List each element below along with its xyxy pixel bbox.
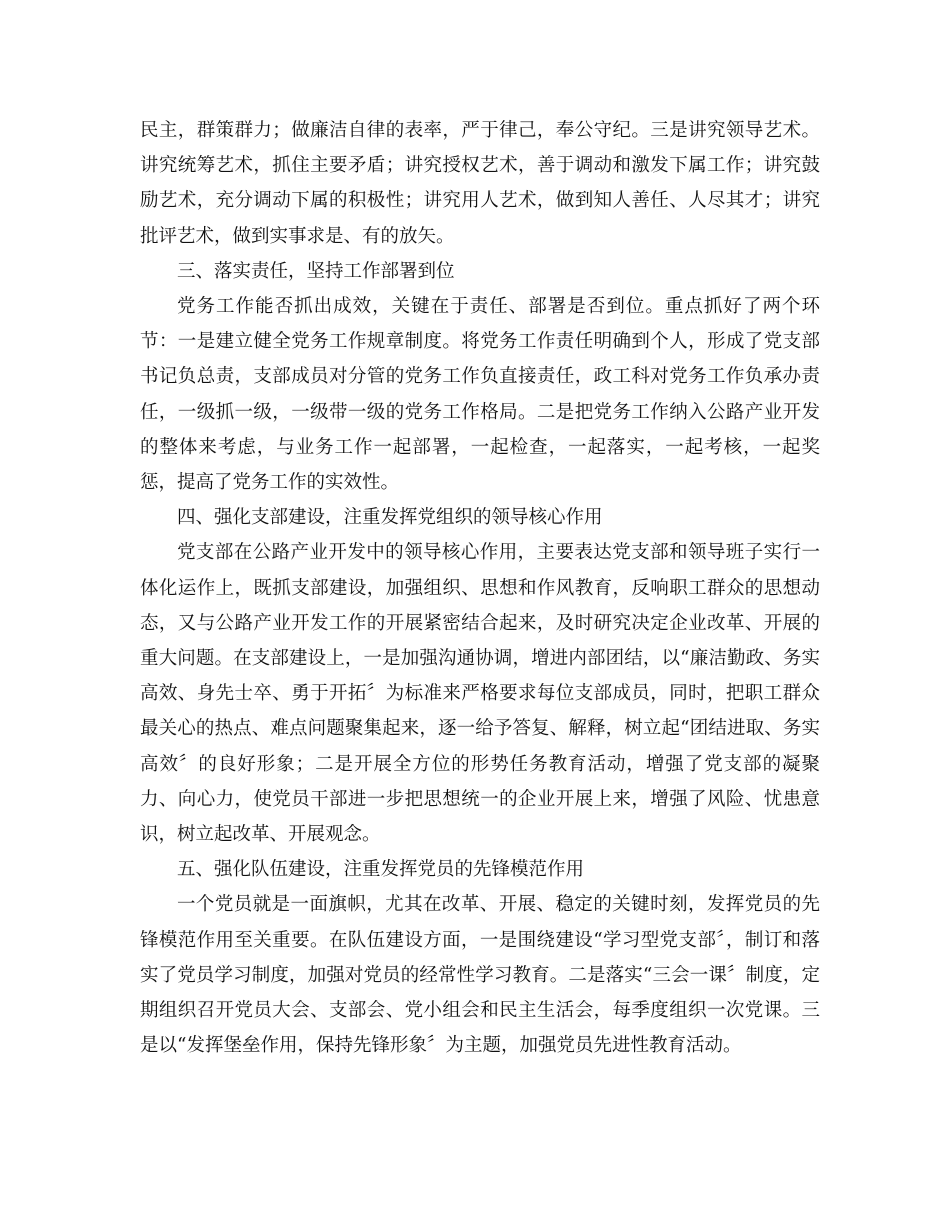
document-body <box>140 113 820 1063</box>
paragraph-responsibility: 党务工作能否抓出成效，关键在于责任、部署是否到位。重点抓好了两个环节：一是建立健全党务工作规章制度。将党务工作责任明确到个人，形成了党支部书记负总责，支部成员对分管的党务工作负直接责任，政工科对党务工作负承办责任，一级抓一级，一级带一级的党务工作格局。二是把党务工作纳入公路产业开发的整体来考虑，与业务工作一起部署，一起检查，一起落实，一起考核，一起奖惩，提高了党务工作的实效性。 <box>140 296 820 494</box>
section-heading-5: 五、强化队伍建设，注重发挥党员的先锋模范作用 <box>177 859 585 881</box>
paragraph-team-building: 一个党员就是一面旗帜，尤其在改革、开展、稳定的关键时刻，发挥党员的先锋模范作用至关重要。在队伍建设方面，一是围绕建设“学习型党支部〞，制订和落实了党员学习制度，加强对党员的经常性学习教育。二是落实“三会一课〞制度，定期组织召开党员大会、支部会、党小组会和民主生活会，每季度组织一次党课。三是以“发挥堡垒作用，保持先锋形象〞为主题，加强党员先进性教育活动。 <box>140 894 820 1057</box>
section-heading-3: 三、落实责任，坚持工作部署到位 <box>177 260 455 282</box>
paragraph-continued: 民主，群策群力；做廉洁自律的表率，严于律己，奉公守纪。三是讲究领导艺术。讲究统筹艺术，抓住主要矛盾；讲究授权艺术，善于调动和激发下属工作；讲究鼓励艺术，充分调动下属的积极性；讲究用人艺术，做到知人善任、人尽其才；讲究批评艺术，做到实事求是、有的放矢。 <box>140 120 820 247</box>
paragraph-branch-building: 党支部在公路产业开发中的领导核心作用，主要表达党支部和领导班子实行一体化运作上，既抓支部建设，加强组织、思想和作风教育，反响职工群众的思想动态，又与公路产业开发工作的开展紧密结合起来，及时研究决定企业改革、开展的重大问题。在支部建设上，一是加强沟通协调，增进内部团结，以“廉洁勤政、务实高效、身先士卒、勇于开拓〞为标准来严格要求每位支部成员，同时，把职工群众最关心的热点、难点问题聚集起来，逐一给予答复、解释，树立起“团结进取、务实高效〞的良好形象；二是开展全方位的形势任务教育活动，增强了党支部的凝聚力、向心力，使党员干部进一步把思想统一的企业开展上来，增强了风险、忧患意识，树立起改革、开展观念。 <box>140 542 820 846</box>
section-heading-4: 四、强化支部建设，注重发挥党组织的领导核心作用 <box>177 507 603 529</box>
